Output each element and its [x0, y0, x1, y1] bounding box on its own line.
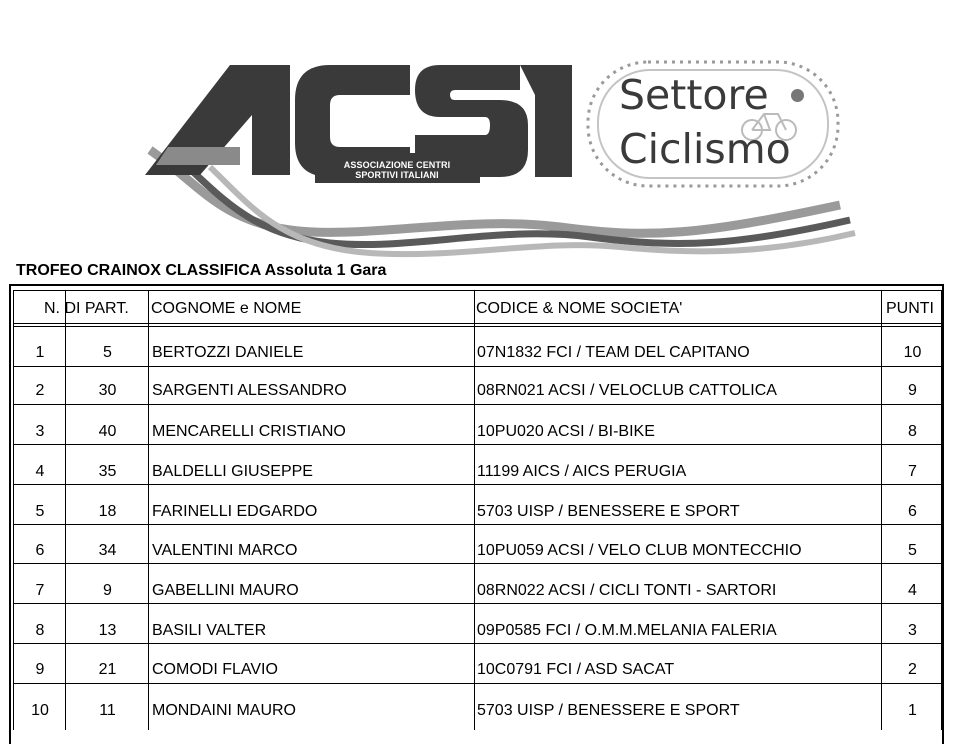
cell-points: 2	[908, 661, 917, 678]
cell-rider-name: COMODI FLAVIO	[152, 661, 278, 678]
seal-dot	[791, 89, 804, 102]
cell-position: 4	[35, 463, 45, 480]
row-divider	[13, 603, 942, 604]
cell-rider-name: GABELLINI MAURO	[152, 582, 299, 599]
cell-rider-name: BERTOZZI DANIELE	[152, 344, 304, 361]
cell-rider-name: FARINELLI EDGARDO	[152, 503, 318, 520]
cell-club: 5703 UISP / BENESSERE E SPORT	[477, 503, 740, 520]
cell-bib: 11	[99, 702, 116, 719]
row-divider	[13, 444, 942, 445]
cell-club: 10PU020 ACSI / BI-BIKE	[477, 423, 655, 440]
document-title: TROFEO CRAINOX CLASSIFICA Assoluta 1 Gara	[16, 262, 387, 279]
cell-bib: 35	[98, 463, 117, 480]
cell-points: 5	[908, 542, 917, 559]
cell-rider-name: MONDAINI MAURO	[152, 702, 296, 719]
cell-position: 2	[35, 382, 45, 399]
cell-club: 5703 UISP / BENESSERE E SPORT	[477, 702, 740, 719]
cell-points: 9	[908, 382, 917, 399]
caption-line-1: ASSOCIAZIONE CENTRI	[343, 160, 451, 170]
cell-rider-name: SARGENTI ALESSANDRO	[152, 382, 347, 399]
cell-bib: 18	[98, 503, 117, 520]
header-participant: N. DI PART.	[44, 300, 129, 317]
cell-club: 10PU059 ACSI / VELO CLUB MONTECCHIO	[477, 542, 802, 559]
cell-position: 1	[35, 344, 45, 361]
cell-rider-name: BASILI VALTER	[152, 622, 267, 639]
seal-title-settore: Settore	[619, 71, 769, 119]
cell-bib: 34	[98, 542, 117, 559]
row-divider	[13, 484, 942, 485]
cell-bib: 9	[103, 582, 112, 599]
cell-bib: 21	[98, 661, 117, 678]
header-points: PUNTI	[886, 300, 934, 317]
cell-points: 7	[908, 463, 917, 480]
table-row	[0, 539, 957, 563]
row-divider	[13, 683, 942, 684]
cell-points: 4	[908, 582, 917, 599]
table-row	[0, 341, 957, 365]
cell-position: 9	[35, 661, 45, 678]
cell-position: 3	[35, 423, 45, 440]
table-row	[0, 420, 957, 444]
row-divider	[13, 563, 942, 564]
cell-points: 6	[908, 503, 917, 520]
row-divider	[13, 404, 942, 405]
cell-points: 1	[908, 702, 917, 719]
header-separator	[13, 323, 942, 327]
cell-points: 8	[908, 423, 917, 440]
cell-points: 3	[908, 622, 917, 639]
row-divider	[13, 366, 942, 367]
header-name: COGNOME e NOME	[151, 300, 302, 317]
cell-bib: 30	[98, 382, 117, 399]
table-row	[0, 699, 957, 723]
caption-line-2: SPORTIVI ITALIANI	[355, 170, 439, 180]
cell-position: 6	[35, 542, 45, 559]
row-divider	[13, 643, 942, 644]
header-logo-area	[0, 0, 957, 258]
cell-club: 08RN022 ACSI / CICLI TONTI - SARTORI	[477, 582, 777, 599]
cell-club: 11199 AICS / AICS PERUGIA	[477, 463, 687, 480]
cell-club: 10C0791 FCI / ASD SACAT	[477, 661, 675, 678]
cell-club: 07N1832 FCI / TEAM DEL CAPITANO	[477, 344, 750, 361]
cell-position: 7	[35, 582, 45, 599]
cell-position: 8	[35, 622, 45, 639]
cell-rider-name: BALDELLI GIUSEPPE	[152, 463, 313, 480]
table-row	[0, 579, 957, 603]
seal-title-ciclismo: Ciclismo	[619, 125, 791, 173]
table-row	[0, 379, 957, 403]
cell-points: 10	[903, 344, 922, 361]
cell-position: 5	[35, 503, 45, 520]
cell-bib: 40	[98, 423, 117, 440]
cell-rider-name: VALENTINI MARCO	[152, 542, 298, 559]
table-row	[0, 500, 957, 524]
header-club: CODICE & NOME SOCIETA'	[476, 300, 683, 317]
table-row	[0, 460, 957, 484]
cell-bib: 5	[103, 344, 112, 361]
cell-bib: 13	[98, 622, 117, 639]
settore-ciclismo-seal	[584, 58, 842, 190]
row-divider	[13, 524, 942, 525]
cell-rider-name: MENCARELLI CRISTIANO	[152, 423, 346, 440]
cell-club: 08RN021 ACSI / VELOCLUB CATTOLICA	[477, 382, 777, 399]
association-caption	[322, 160, 472, 180]
table-row	[0, 658, 957, 682]
cell-club: 09P0585 FCI / O.M.M.MELANIA FALERIA	[477, 622, 777, 639]
table-row	[0, 619, 957, 643]
cell-position: 10	[31, 702, 49, 719]
